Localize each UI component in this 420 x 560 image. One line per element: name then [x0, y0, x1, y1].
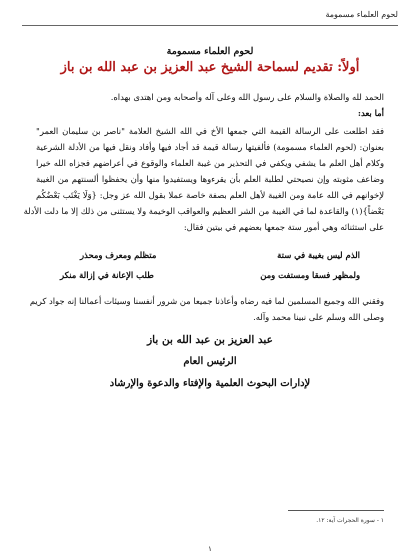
section-heading: أولاً: تقديم لسماحة الشيخ عبد العزيز بن عبد الله بن باز — [60, 60, 360, 75]
running-header: لحوم العلماء مسمومة — [325, 10, 398, 19]
signature-title: الرئيس العام — [183, 356, 237, 367]
verse-hemistich: متظلم ومعرف ومحذر — [80, 250, 157, 260]
body-line: وكلام أهل العلم ما يشفي ويكفي في التحذير من غيبة العلماء والوقوع في أعراضهم فجزاه الله خيرا — [36, 158, 384, 168]
body-line: لإخوانهم في الله عامة ومن الغيبة لأهل العلم بصفة خاصة عملا بقول الله عز وجل: {وَلَا يَغْتَب بَعْضُكُم — [36, 190, 384, 200]
page-number: ١ — [208, 545, 212, 553]
amma-baad: أما بعد: — [357, 108, 384, 118]
body-line: بَعْضاً}(١) والقاعدة لما في الغيبة من الشر العظيم والعواقب الوخيمة ولا يستثنى من ذلك إلا ما دلت الأدلة — [23, 206, 384, 216]
signature-org: لإدارات البحوث العلمية والإفتاء والدعوة والإرشاد — [109, 378, 311, 389]
signature-name: عبد العزيز بن عبد الله بن باز — [147, 334, 273, 346]
opening-line: الحمد لله والصلاة والسلام على رسول الله وعلى آله وأصحابه ومن اهتدى بهداه. — [110, 92, 384, 102]
body-line: فقد اطلعت على الرسالة القيمة التي جمعها الأخ في الله الشيخ العلامة "ناصر بن سليمان العمر" — [36, 126, 384, 136]
body-line: وضاعف مثوبته وإن نصيحتي لطلبة العلم بأن يقرءوها ويستفيدوا منها وأن يحفظوا ألسنتهم من الغيبة — [36, 174, 384, 184]
closing-line: وفقني الله وجميع المسلمين لما فيه رضاه وأعاذنا جميعا من شرور أنفسنا وسيئات أعمالنا إنه جواد كريم — [29, 296, 384, 306]
footnote: ١ - سورة الحجرات آية: ١٢. — [316, 517, 384, 524]
header-rule — [22, 25, 398, 26]
page-title: لحوم العلماء مسمومة — [166, 46, 254, 57]
closing-line: وصلى الله وسلم على نبينا محمد وآله. — [253, 312, 384, 322]
verse-hemistich: ولمظهر فسقا ومستفت ومن — [260, 270, 360, 280]
body-line: بعنوان: (لحوم العلماء مسمومة) فألفيتها رسالة قيمة قد أجاد فيها وأفاد ونقل فيها من الأدلة الشرعية — [36, 142, 384, 152]
verse-hemistich: طلب الإعانة في إزالة منكر — [60, 270, 154, 280]
verse-hemistich: الذم ليس بغيبة في ستة — [277, 250, 360, 260]
body-line: على استثنائه وهي أمور ستة جمعها بعضهم في بيتين فقال: — [183, 222, 384, 232]
footnote-rule — [288, 510, 384, 511]
